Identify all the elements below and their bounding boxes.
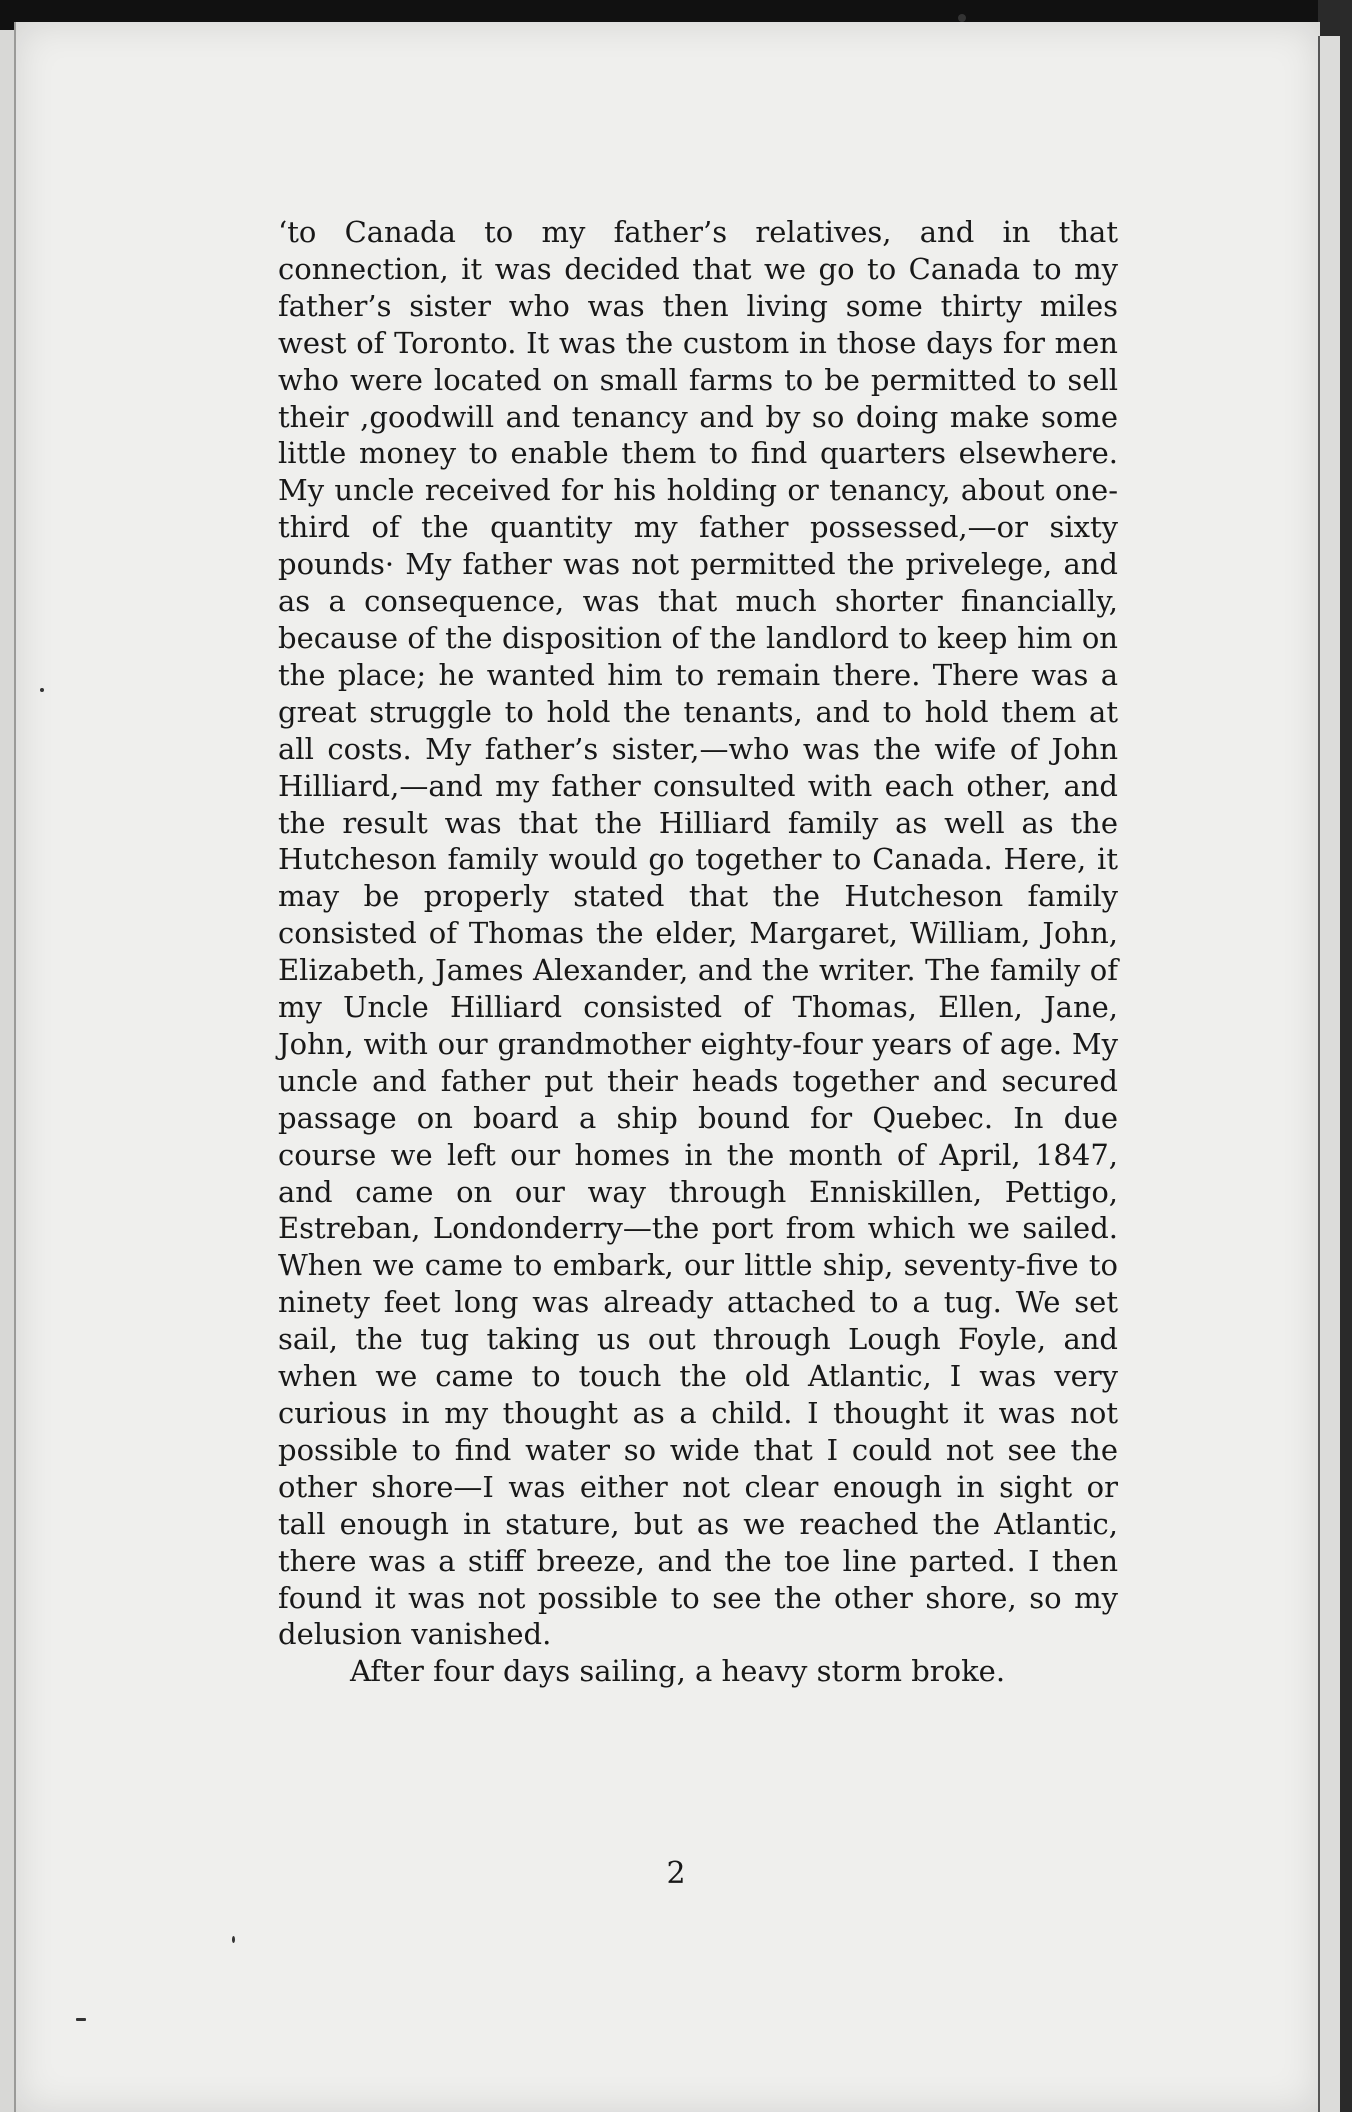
dust-speck bbox=[76, 2018, 86, 2021]
next-page-edge bbox=[1318, 36, 1340, 2112]
body-text bbox=[278, 214, 1118, 1690]
paragraph-2: After four days sailing, a heavy storm broke. bbox=[350, 1654, 1006, 1689]
dust-speck bbox=[958, 14, 966, 22]
dust-speck bbox=[40, 688, 44, 692]
dust-speck bbox=[232, 1936, 235, 1943]
paragraph-1: ‘to Canada to my father’s relatives, and in that connection, it was decided that we go to Canada to my father’s sister who was then living some thirty miles west of Toronto. It was the custom in those days for men who were located on small farms to be permitted to sell their ,goodwill and tenancy and by so doing make some little money to enable them to find quarters elsewhere. My uncle received for his holding or tenancy, about one-third of the quantity my father possessed,—or sixty pounds· My father was not permitted the privelege, and as a consequence, was that much shorter financially, because of the disposition of the landlord to keep him on the place; he wanted him to remain there. There was a great struggle to hold the tenants, and to hold them at all costs. My father’s sister,—who was the wife of John Hilliard,—and my father consulted with each other, and the result was that the Hilliard family as well as the Hutcheson family would go together to Canada. Here, it may be properly stated that the Hutcheson family consisted of Thomas the elder, Margaret, William, John, Elizabeth, James Alexander, and the writer. The family of my Uncle Hilliard consisted of Thomas, Ellen, Jane, John, with our grandmother eighty-four years of age. My uncle and father put their heads together and secured passage on board a ship bound for Quebec. In due course we left our homes in the month of April, 1847, and came on our way through Enniskillen, Pettigo, Estreban, Londonderry—the port from which we sailed. When we came to embark, our little ship, seventy-five to ninety feet long was already attached to a tug. We set sail, the tug taking us out through Lough Foyle, and when we came to touch the old Atlantic, I was very curious in my thought as a child. I thought it was not possible to find water so wide that I could not see the other shore—I was either not clear enough in sight or tall enough in stature, but as we reached the Atlantic, there was a stiff breeze, and the toe line parted. I then found it was not possible to see the other shore, so my delusion vanished. bbox=[278, 215, 1118, 1652]
page-number: 2 bbox=[666, 1856, 686, 1891]
